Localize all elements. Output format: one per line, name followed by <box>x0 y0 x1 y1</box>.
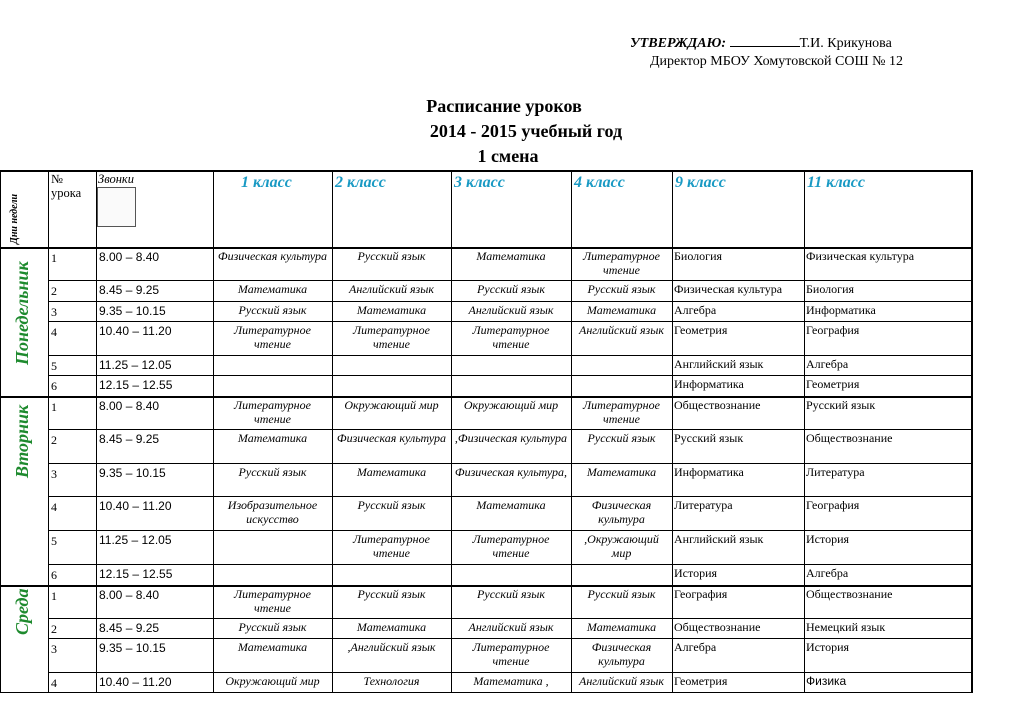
lesson-cell <box>573 566 670 585</box>
lesson-cell: Русский язык <box>477 282 545 296</box>
lesson-cell: Литературное чтение <box>583 398 660 426</box>
day-label-2: Вторник <box>12 404 32 478</box>
lesson-cell <box>215 357 330 375</box>
lesson-number: 3 <box>51 642 57 656</box>
bells-thumbnail <box>97 187 136 227</box>
lesson-cell: Математика , <box>473 674 549 688</box>
lesson-time: 8.00 – 8.40 <box>99 588 160 602</box>
lesson-cell <box>573 357 670 375</box>
lesson-time: 8.00 – 8.40 <box>99 250 160 264</box>
lesson-number: 4 <box>51 325 57 339</box>
lesson-time: 11.25 – 12.05 <box>99 358 172 372</box>
lesson-time: 9.35 – 10.15 <box>99 304 166 318</box>
approval-position: Директор МБОУ Хомутовской СОШ № 12 <box>650 54 903 69</box>
header-class-2: 2 класс <box>335 174 386 191</box>
lesson-cell: Английский язык <box>674 357 764 371</box>
lesson-cell: Литературное чтение <box>353 323 430 351</box>
lesson-number: 5 <box>51 359 57 373</box>
lesson-cell: Математика <box>237 431 308 445</box>
lesson-cell <box>215 377 330 396</box>
lesson-time: 8.00 – 8.40 <box>99 399 160 413</box>
lesson-cell: Литература <box>806 465 865 479</box>
lesson-cell: Обществознание <box>674 620 761 634</box>
lesson-cell: Английский язык <box>579 674 664 688</box>
lesson-cell: Литературное чтение <box>234 587 311 615</box>
lesson-number: 2 <box>51 433 57 447</box>
lesson-number: 2 <box>51 284 57 298</box>
table-border-bottom <box>0 692 973 693</box>
lesson-cell: Математика <box>237 282 308 296</box>
lesson-cell: Информатика <box>674 465 744 479</box>
lesson-number: 1 <box>51 589 57 603</box>
lesson-cell: География <box>806 498 860 512</box>
lesson-cell <box>334 357 449 375</box>
lesson-cell <box>453 566 569 585</box>
lesson-cell: Окружающий мир <box>463 398 559 412</box>
lesson-cell: Математика <box>586 620 657 634</box>
lesson-cell <box>334 566 449 585</box>
lesson-cell: Литературное чтение <box>472 323 550 351</box>
lesson-cell: Математика <box>356 620 427 634</box>
lesson-time: 12.15 – 12.55 <box>99 567 173 581</box>
lesson-number: 6 <box>51 568 57 582</box>
lesson-cell: Биология <box>674 249 723 263</box>
lesson-cell: География <box>674 587 728 601</box>
lesson-cell: Изобразительное искусство <box>227 498 318 526</box>
lesson-cell: Геометрия <box>806 377 860 391</box>
lesson-cell: Физическая культура <box>674 282 783 296</box>
lesson-cell: Русский язык <box>238 303 307 317</box>
lesson-cell: Информатика <box>806 303 876 317</box>
lesson-cell <box>453 357 569 375</box>
day-label-3: Среда <box>12 588 32 635</box>
lesson-cell <box>215 566 330 585</box>
lesson-cell: Английский язык <box>349 282 434 296</box>
lesson-cell: Математика <box>476 498 546 512</box>
row-divider <box>48 463 973 464</box>
lesson-cell: Русский язык <box>357 498 426 512</box>
lesson-cell: Литературное чтение <box>472 640 550 668</box>
lesson-time: 9.35 – 10.15 <box>99 466 166 480</box>
lesson-time: 10.40 – 11.20 <box>99 675 172 689</box>
lesson-cell: История <box>806 640 850 654</box>
lesson-cell: Математика <box>586 303 657 317</box>
lesson-time: 12.15 – 12.55 <box>99 378 173 392</box>
lesson-cell: Литература <box>674 498 733 512</box>
header-class-1: 1 класс <box>241 174 292 191</box>
row-divider <box>48 564 973 565</box>
lesson-cell: Русский язык <box>357 587 426 601</box>
lesson-cell: Физическая культура <box>806 249 915 263</box>
lesson-time: 10.40 – 11.20 <box>99 499 172 513</box>
lesson-time: 9.35 – 10.15 <box>99 641 166 655</box>
lesson-number: 5 <box>51 534 57 548</box>
lesson-cell <box>215 532 330 564</box>
row-divider <box>48 496 973 497</box>
school-year: 2014 - 2015 учебный год <box>429 121 623 141</box>
lesson-cell: Алгебра <box>806 357 849 371</box>
lesson-cell: Математика <box>586 465 657 479</box>
lesson-cell: Физика <box>806 674 847 688</box>
lesson-cell: Информатика <box>674 377 744 391</box>
lesson-cell: Литературное чтение <box>353 532 430 560</box>
lesson-cell: Английский язык <box>579 323 664 337</box>
lesson-time: 8.45 – 9.25 <box>99 621 160 635</box>
lesson-cell: Математика <box>356 465 427 479</box>
header-class-5: 9 класс <box>675 174 726 191</box>
row-divider <box>48 530 973 531</box>
lesson-cell: Русский язык <box>806 398 876 412</box>
row-divider <box>48 280 973 281</box>
lesson-cell: Русский язык <box>587 431 656 445</box>
page-title: Расписание уроков <box>426 96 582 116</box>
header-lesson-number: № урока <box>51 172 82 200</box>
lesson-time: 11.25 – 12.05 <box>99 533 172 547</box>
lesson-cell: Русский язык <box>587 282 656 296</box>
header-class-3: 3 класс <box>454 174 505 191</box>
lesson-cell: Геометрия <box>674 323 728 337</box>
lesson-cell: ,Физическая культура <box>454 431 568 445</box>
lesson-cell: Окружающий мир <box>225 674 320 688</box>
lesson-time: 8.45 – 9.25 <box>99 432 160 446</box>
header-class-4: 4 класс <box>574 174 625 191</box>
lesson-number: 3 <box>51 305 57 319</box>
row-divider <box>48 618 973 619</box>
lesson-cell: Геометрия <box>674 674 728 688</box>
row-divider <box>48 301 973 302</box>
lesson-number: 1 <box>51 400 57 414</box>
approval-signer: Т.И. Крикунова <box>799 36 892 51</box>
lesson-cell <box>573 377 670 396</box>
header-class-6: 11 класс <box>807 174 865 191</box>
lesson-cell: Алгебра <box>674 640 717 654</box>
header-bells: Звонки <box>98 172 134 186</box>
lesson-cell <box>453 377 569 396</box>
lesson-time: 8.45 – 9.25 <box>99 283 160 297</box>
lesson-cell: Физическая культура <box>591 640 652 668</box>
lesson-cell: Математика <box>476 249 546 263</box>
lesson-cell: Технология <box>363 674 420 688</box>
lesson-time: 10.40 – 11.20 <box>99 324 172 338</box>
lesson-cell: Литературное чтение <box>234 398 311 426</box>
shift-label: 1 смена <box>477 146 539 166</box>
lesson-cell <box>334 377 449 396</box>
lesson-cell: Литературное чтение <box>583 249 660 277</box>
lesson-cell: Физическая культура <box>336 431 447 445</box>
lesson-cell: Алгебра <box>674 303 717 317</box>
lesson-cell: Обществознание <box>806 431 893 445</box>
lesson-cell: Физическая культура <box>217 249 328 263</box>
lesson-cell: История <box>674 566 718 580</box>
row-divider <box>48 375 973 376</box>
lesson-cell: История <box>806 532 850 546</box>
lesson-cell: Обществознание <box>674 398 761 412</box>
lesson-cell: Английский язык <box>674 532 764 546</box>
row-divider <box>48 672 973 673</box>
row-divider <box>48 429 973 430</box>
lesson-cell: Русский язык <box>357 249 426 263</box>
lesson-cell: Физическая культура <box>591 498 652 526</box>
lesson-cell: Литературное чтение <box>234 323 311 351</box>
lesson-cell: География <box>806 323 860 337</box>
lesson-cell: Английский язык <box>468 303 554 317</box>
lesson-cell: Русский язык <box>477 587 545 601</box>
header-day: Дни недели <box>9 193 20 244</box>
lesson-cell: Русский язык <box>238 620 307 634</box>
lesson-cell: ,Английский язык <box>347 640 436 654</box>
lesson-cell: Биология <box>806 282 855 296</box>
lesson-cell: Русский язык <box>587 587 656 601</box>
lesson-cell: Немецкий язык <box>806 620 886 634</box>
lesson-number: 2 <box>51 622 57 636</box>
lesson-number: 3 <box>51 467 57 481</box>
lesson-cell: Английский язык <box>468 620 554 634</box>
lesson-number: 1 <box>51 251 57 265</box>
row-divider <box>48 321 973 322</box>
lesson-number: 4 <box>51 676 57 690</box>
row-divider <box>48 355 973 356</box>
lesson-number: 4 <box>51 500 57 514</box>
day-label-1: Понедельник <box>12 261 32 365</box>
lesson-cell: Математика <box>237 640 308 654</box>
approval-label: УТВЕРЖДАЮ: <box>630 36 726 51</box>
lesson-cell: Русский язык <box>674 431 744 445</box>
row-divider <box>48 638 973 639</box>
lesson-number: 6 <box>51 379 57 393</box>
lesson-cell: Алгебра <box>806 566 849 580</box>
lesson-cell: ,Окружающий мир <box>584 532 659 560</box>
lesson-cell: Физическая культура, <box>454 465 568 479</box>
lesson-cell: Литературное чтение <box>472 532 550 560</box>
lesson-cell: Окружающий мир <box>344 398 439 412</box>
lesson-cell: Русский язык <box>238 465 307 479</box>
lesson-cell: Математика <box>356 303 427 317</box>
lesson-cell: Обществознание <box>806 587 893 601</box>
